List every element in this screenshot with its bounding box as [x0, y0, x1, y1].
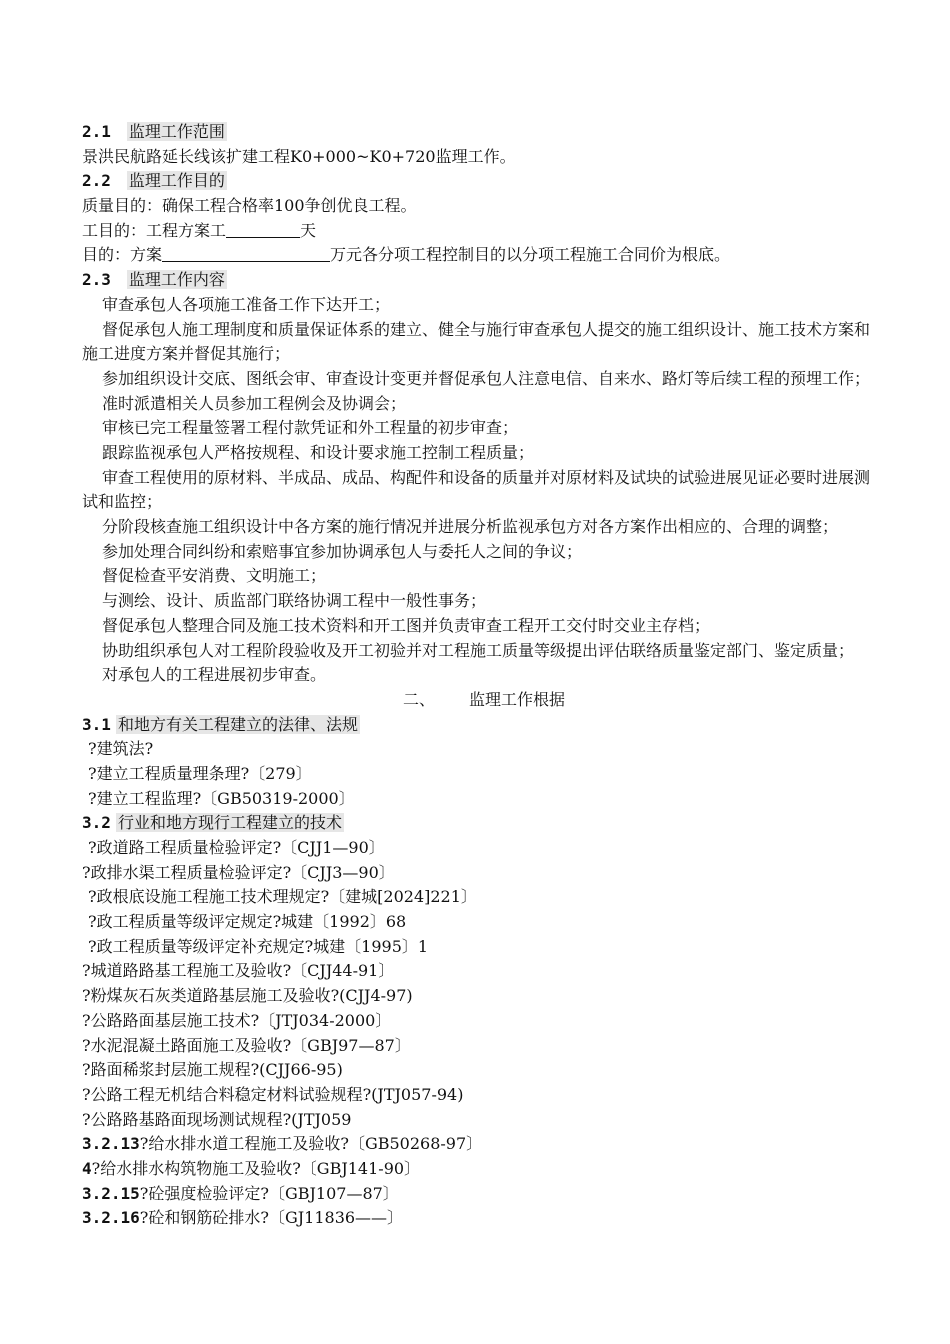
reference-item: ?政工程质量等级评定规定?城建〔1992〕68: [88, 912, 407, 932]
reference-item: ?公路路基路面现场测试规程?(JTJ059: [82, 1109, 352, 1129]
cost-target-line: [82, 243, 872, 268]
section-title: 和地方有关工程建立的法律、法规: [118, 714, 359, 734]
section-heading-2-3: [82, 268, 872, 293]
item-text: ?给水排水构筑物施工及验收?〔GBJ141-90〕: [91, 1158, 421, 1178]
reference-item-3-2-15: [82, 1182, 872, 1207]
period-prefix: 工目的：工程方案工: [82, 220, 227, 240]
list-item: 审核已完工程量签署工程付款凭证和外工程量的初步审查；: [102, 418, 519, 438]
list-item: 协助组织承包人对工程阶段验收及开工初验并对工程施工质量等级提出评估联络质量鉴定部门、鉴定质量；: [102, 640, 855, 660]
section-heading-3-2: [82, 811, 872, 836]
section-title: 监理工作目的: [128, 171, 225, 191]
chapter-heading: [82, 688, 872, 713]
reference-item: ?政工程质量等级评定补充规定?城建〔1995〕1: [88, 936, 429, 956]
list-item: 跟踪监视承包人严格按规程、和设计要求施工控制工程质量；: [102, 442, 535, 462]
list-item: 审查承包人各项施工准备工作下达开工；: [102, 294, 391, 314]
period-target-line: [82, 219, 872, 244]
reference-item: ?城道路路基工程施工及验收?〔CJJ44-91〕: [82, 961, 395, 981]
reference-item: ?政排水渠工程质量检验评定?〔CJJ3—90〕: [82, 862, 395, 882]
section-number: 2.3: [82, 270, 111, 290]
section-number: 3.2: [82, 813, 111, 833]
item-number: 3.2.13: [82, 1134, 140, 1154]
item-number: 4: [82, 1158, 92, 1178]
section-title: 监理工作范围: [128, 122, 225, 141]
item-number: 3.2.15: [82, 1183, 140, 1203]
cost-suffix: 万元各分项工程控制目的以分项工程施工合同价为根底。: [330, 245, 731, 265]
reference-item-3-2-13: [82, 1132, 872, 1157]
section-heading-2-2: [82, 169, 872, 194]
reference-item: ?公路工程无机结合料稳定材料试验规程?(JTJ057-94): [82, 1084, 464, 1104]
section-title: 监理工作内容: [128, 270, 225, 290]
reference-item: ?建立工程监理?〔GB50319-2000〕: [88, 788, 355, 808]
reference-item: ?路面稀浆封层施工规程?(CJJ66-95): [82, 1060, 343, 1080]
reference-item: ?建立工程质量理条理?〔279〕: [88, 763, 312, 783]
period-suffix: 天: [300, 220, 317, 240]
list-item: 准时派遣相关人员参加工程例会及协调会；: [102, 393, 407, 413]
reference-item: ?建筑法?: [88, 739, 154, 759]
list-item: 与测绘、设计、质监部门联络协调工程中一般性事务；: [102, 591, 487, 611]
document-page: [82, 120, 872, 1231]
reference-item: ?政根底设施工程施工技术理规定?〔建城[2024]221〕: [88, 887, 477, 907]
section-number: 2.1: [82, 122, 111, 141]
fill-in-blank: [162, 245, 330, 262]
list-item: 对承包人的工程进展初步审查。: [102, 665, 327, 685]
reference-item: ?粉煤灰石灰类道路基层施工及验收?(CJJ4-97): [82, 986, 413, 1006]
paragraph: 质量目的：确保工程合格率100争创优良工程。: [82, 196, 417, 216]
list-item: 审查工程使用的原材料、半成品、成品、构配件和设备的质量并对原材料及试块的试验进展见证必要时进展测试和监控；: [82, 467, 871, 512]
list-item: 督促承包人整理合同及施工技术资料和开工图并负责审查工程开工交付时交业主存档；: [102, 615, 711, 635]
section-number: 3.1: [82, 714, 111, 734]
cost-prefix: 目的：方案: [82, 245, 163, 265]
list-item: 督促检查平安消费、文明施工；: [102, 566, 327, 586]
reference-item: ?公路路面基层施工技术?〔JTJ034-2000〕: [82, 1010, 392, 1030]
list-item: 分阶段核查施工组织设计中各方案的施行情况并进展分析监视承包方对各方案作出相应的、合理的调整；: [102, 517, 839, 537]
chapter-number: 二、: [402, 689, 435, 709]
section-number: 2.2: [82, 171, 111, 191]
reference-item: ?水泥混凝土路面施工及验收?〔GBJ97—87〕: [82, 1035, 411, 1055]
fill-in-blank: [226, 221, 300, 238]
section-heading-3-1: [82, 713, 872, 738]
list-item: 督促承包人施工理制度和质量保证体系的建立、健全与施行审查承包人提交的施工组织设计、施工技术方案和施工进度方案并督促其施行；: [82, 319, 871, 364]
paragraph: 景洪民航路延长线该扩建工程K0+000~K0+720监理工作。: [82, 146, 516, 166]
reference-item-4: [82, 1157, 872, 1182]
section-title: 行业和地方现行工程建立的技术: [118, 813, 343, 833]
section-heading-2-1: [82, 120, 872, 145]
reference-item: ?政道路工程质量检验评定?〔CJJ1—90〕: [88, 838, 385, 858]
chapter-title: 监理工作根据: [469, 689, 566, 709]
list-item: 参加组织设计交底、图纸会审、审查设计变更并督促承包人注意电信、自来水、路灯等后续工程的预埋工作；: [102, 368, 871, 388]
item-text: ?砼和钢筋砼排水?〔GJ11836——〕: [139, 1208, 404, 1228]
item-number: 3.2.16: [82, 1208, 140, 1228]
item-text: ?砼强度检验评定?〔GBJ107—87〕: [139, 1183, 399, 1203]
list-item: 参加处理合同纠纷和索赔事宜参加协调承包人与委托人之间的争议；: [102, 541, 583, 561]
item-text: ?给水排水道工程施工及验收?〔GB50268-97〕: [139, 1134, 483, 1154]
reference-item-3-2-16: [82, 1206, 872, 1231]
